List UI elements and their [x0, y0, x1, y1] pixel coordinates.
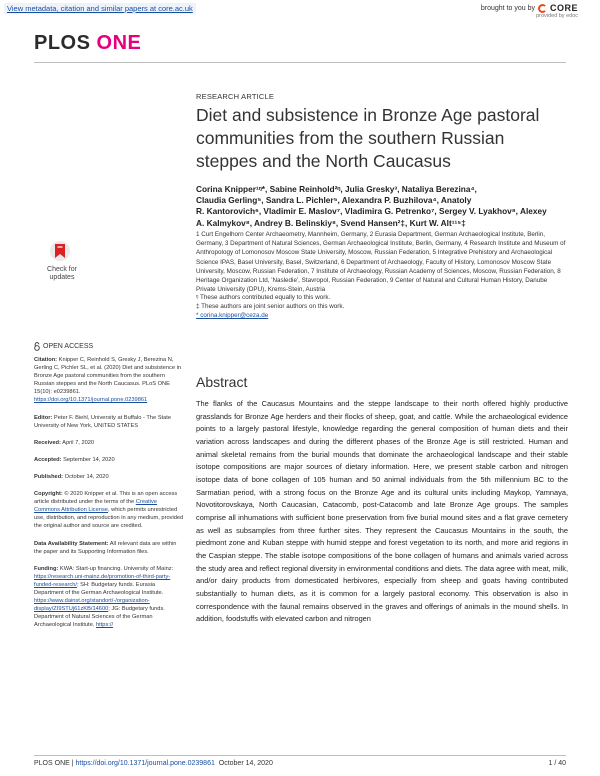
article-metadata	[34, 356, 184, 638]
funding-text: KWA: Start-up financing. University of Mainz:	[59, 565, 174, 572]
author-line: A. Kalmykov⁸, Andrey B. Belinskiy⁸, Svend Hansen²‡, Kurt W. Alt¹¹⁵‡	[196, 217, 466, 228]
citation-block	[34, 356, 184, 405]
journal-plos: PLOS	[34, 32, 91, 54]
core-brand[interactable]	[481, 3, 578, 13]
editor-text: Peter F. Biehl, University at Buffalo - The State University of New York, UNITED STATES	[34, 414, 171, 429]
check-updates-line1: Check for	[47, 266, 77, 273]
author-notes	[196, 293, 568, 320]
data-availability-label: Data Availability Statement:	[34, 540, 109, 547]
citation-text: Knipper C, Reinhold S, Gresky J, Berezina N, Gerling C, Pichler SL, et al. (2020) Diet and subsistence in Bronze Age pastoral communities from the southern Russian steppes and the North Caucasus. PLoS ONE 15(10): e0239861.	[34, 357, 182, 396]
accepted-label: Accepted:	[34, 456, 62, 463]
editor-label: Editor:	[34, 414, 53, 421]
open-lock-icon	[34, 342, 40, 351]
received-date: April 7, 2020	[62, 439, 95, 446]
journal-logo	[34, 32, 141, 55]
data-availability-text: All relevant data are within the paper and its Supporting Information files.	[34, 540, 177, 555]
published-block	[34, 473, 184, 481]
core-metadata-link[interactable]: View metadata, citation and similar papers at core.ac.uk	[4, 3, 196, 14]
page-number: 1 / 40	[548, 760, 566, 767]
affiliations: 1 Curt Engelhorn Center Archaeometry, Mannheim, Germany, 2 Eurasia Department, German Archaeological Institute, Berlin, Germany, 3 Department of Natural Sciences, German Archaeological Institute, Berlin, Germany, 4 Research Institute and Museum of Anthropology of Lomonosov Moscow State University, Moscow, Russian Federation, 5 Integrative Prehistory and Archaeological Science IPAS, Basel University, Basel, Switzerland, 6 Department of Archaeology, Faculty of History, Lomonosov Moscow State University, Moscow, Russian Federation, 7 Institute of Archaeology, Russian Academy of Sciences, Moscow, Russian Federation, 8 Heritage Organization Ltd, 'Nasledie', Stavropol, Russian Federation, 9 Center of Natural and Cultural Human History, Danube Private University (DPU), Krems-Stein, Austria	[196, 231, 566, 294]
copyright-label: Copyright:	[34, 491, 63, 498]
copyright-text-cont: , which permits unrestricted use, distribution, and reproduction in any medium, provided the original author and source are credited.	[34, 507, 184, 530]
funding-label: Funding:	[34, 565, 59, 572]
abstract-heading: Abstract	[196, 374, 248, 390]
funding-link-dai[interactable]: https://www.dainst.org/standort/-/organization-display/ZI9STUj61zKB/14600	[34, 598, 150, 613]
abstract-text: The flanks of the Caucasus Mountains and the steppe landscape to their north offered highly productive grasslands for Bronze Age herders and their flocks of sheep, goat, and cattle. While the archaeological evidence points to a largely pastoral lifestyle, knowledge regarding the general composition of human diets and their variation across landscapes and during the different phases of the Bronze Age is still restricted. Human and animal skeletal remains from the burial mounds that dominate the archaeological landscape and their stable isotope compositions are major sources of dietary information. Here, we present stable carbon and nitrogen isotope data of bone collagen of 105 human and 50 animal individuals from the 5th millennium BC to the Sarmatian period, with a strong focus on the Bronze Age and its cultural units including Maykop, Yamnaya, Novotitorovskaya, North Caucasian, Catacomb, post-Catacomb and late Bronze Age groups. The samples comprise all inhumations with sufficient bone preservation from five burial mound sites and a flat grave cemetery as well as subsamples from three further sites. They represent the Caucasus Mountains in the south, the piedmont zone and Kuban steppe with humid steppe and forest vegetation to its north, and more arid regions in the Caspian steppe. The stable isotope compositions of the bone collagen of humans and animals varied across the study area and reflect regional diversity in environmental conditions and diets. The data agree with meat, milk, and/or dairy products from domesticated herbivores, especially from sheep and goats having contributed substantially to human diets, as it is common for a largely pastoral economy. This observation is also in correspondence with the faunal remains observed in the graves and offerings of animals in the mound shells. In addition, foodstuffs with elevated carbon and nitrogen	[196, 399, 568, 624]
received-label: Received:	[34, 439, 61, 446]
core-logo-icon	[538, 4, 547, 13]
editor-block	[34, 414, 184, 430]
data-availability-block	[34, 540, 184, 556]
author-line: Corina Knipper¹ᵑ*, Sabine Reinhold²ᵑ, Julia Gresky³, Nataliya Berezina⁴,	[196, 184, 477, 194]
author-list	[196, 184, 568, 229]
corresponding-email-link[interactable]: * corina.knipper@ceza.de	[196, 312, 269, 319]
check-for-updates-badge[interactable]	[40, 240, 80, 288]
bookmark-icon	[45, 240, 75, 262]
accepted-block	[34, 456, 184, 464]
equal-contribution-note: ᵑ These authors contributed equally to this work.	[196, 294, 331, 301]
footer-divider	[34, 755, 566, 756]
article-type: RESEARCH ARTICLE	[196, 92, 275, 101]
citation-doi-link[interactable]: https://doi.org/10.1371/journal.pone.0239861	[34, 397, 148, 404]
footer-journal: PLOS ONE	[34, 760, 70, 767]
open-access-text: OPEN ACCESS	[43, 343, 94, 350]
citation-label: Citation:	[34, 357, 58, 363]
funding-block	[34, 565, 184, 630]
check-updates-line2: updates	[49, 274, 75, 281]
received-block	[34, 439, 184, 447]
footer-doi-link[interactable]: https://doi.org/10.1371/journal.pone.0239861	[75, 760, 215, 767]
accepted-date: September 14, 2020	[63, 456, 115, 463]
footer-citation: PLOS ONE | https://doi.org/10.1371/journal.pone.0239861 October 14, 2020	[34, 760, 273, 767]
author-line: R. Kantorovich⁶, Vladimir E. Maslov⁷, Vladimira G. Petrenko⁷, Sergey V. Lyakhov⁸, Alexey	[196, 206, 547, 217]
brought-by-label: brought to you by	[480, 4, 535, 12]
published-label: Published:	[34, 473, 64, 480]
provided-by-label: provided by edoc	[536, 13, 578, 19]
article-title: Diet and subsistence in Bronze Age pastoral communities from the southern Russian steppes and the North Caucasus	[196, 105, 540, 171]
footer-date: October 14, 2020	[218, 760, 273, 767]
journal-one: ONE	[96, 32, 142, 54]
copyright-text: © 2020 Knipper et al. This is an open access article distributed under the terms of the	[34, 491, 178, 506]
funding-link-mainz[interactable]: https://research.uni-mainz.de/promotion-of-third-party-funded-research/	[34, 573, 171, 588]
author-line: Claudia Gerling⁵, Sandra L. Pichler⁵, Alexandra P. Buzhilova⁴, Anatoly	[196, 195, 472, 206]
senior-author-note: ‡ These authors are joint senior authors on this work.	[196, 303, 345, 310]
funding-text-2: ; SH: Budgetary funds. Eurasia Department of the German Archaeological Institute.	[34, 581, 164, 596]
copyright-block	[34, 490, 184, 530]
cc-license-link[interactable]: Creative Commons Attribution License	[34, 499, 157, 514]
core-brand-name: CORE	[549, 3, 578, 13]
published-date: October 14, 2020	[64, 473, 109, 480]
open-access-label	[34, 342, 93, 351]
funding-link-3[interactable]: https://	[95, 622, 114, 629]
funding-text-3: ; JG: Budgetary funds. Department of Natural Sciences of the German Archaeological Institute.	[34, 606, 165, 629]
masthead-divider	[34, 62, 566, 63]
